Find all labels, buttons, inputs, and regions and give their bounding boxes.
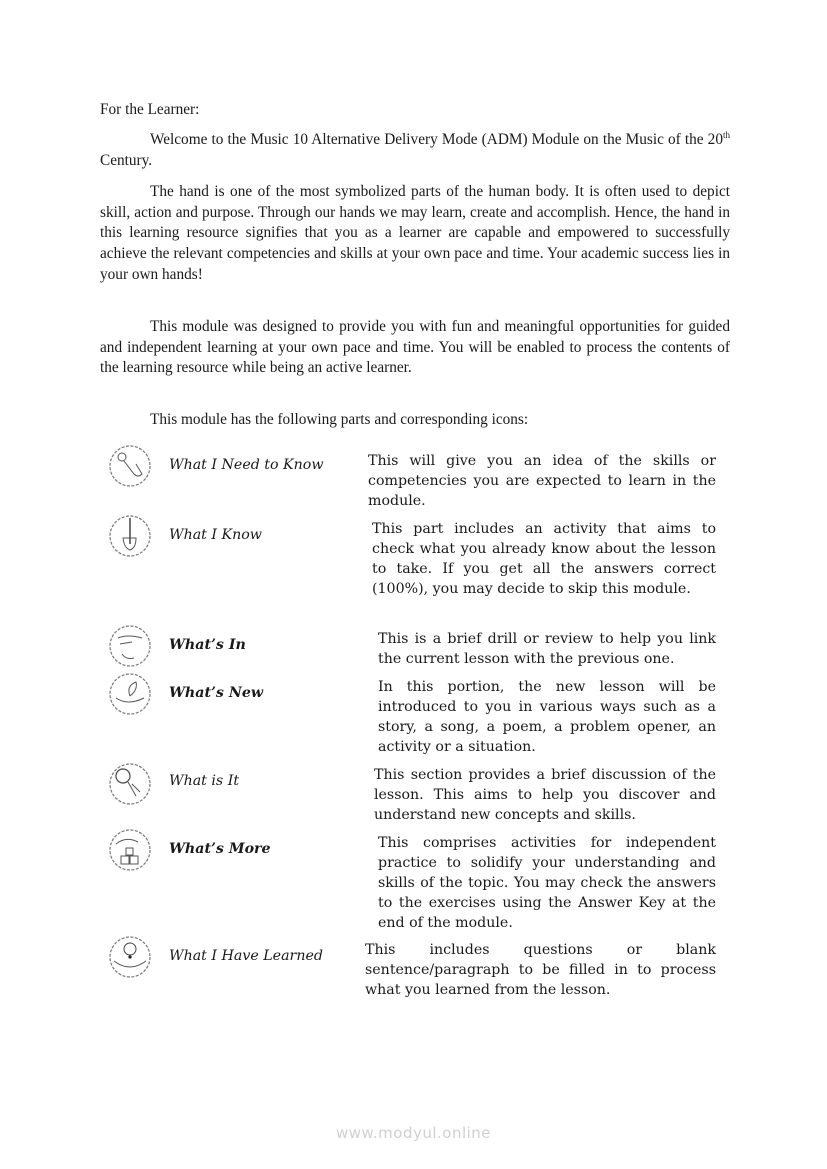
superscript: th (722, 129, 730, 140)
part-description: This comprises activities for independent practice to solidify your understanding and skills of the topic. You may check the answers to the exercises using the Answer Key at the end of the module. (378, 835, 716, 931)
welcome-text-end: Century. (100, 151, 153, 169)
part-label: What’s More (169, 841, 271, 857)
part-description: This section provides a brief discussion of the lesson. This aims to help you discover and understand new concepts and skills. (374, 767, 716, 823)
hand-lightbulb-icon (108, 935, 152, 979)
part-description: In this portion, the new lesson will be introduced to you in various ways such as a story, a song, a poem, a problem opener, an activity or a situation. (378, 679, 716, 755)
parts-intro: This module has the following parts and corresponding icons: (150, 411, 529, 428)
part-label: What’s In (169, 637, 246, 653)
part-description: This part includes an activity that aims to check what you already know about the lesson to take. If you get all the answers correct (100%), you may decide to skip this module. (372, 521, 716, 597)
hand-paragraph: The hand is one of the most symbolized parts of the human body. It is often used to depict skill, action and purpose. Through our hands we may learn, create and accomplish. Hence, the hand in this learning resource signifies that you as a learner are capable and empowered to successfully achieve the relevant competencies and skills at your own pace and time. Your academic success lies in your own hands! (100, 183, 730, 283)
module-paragraph: This module was designed to provide you with fun and meaningful opportunities for guided and independent learning at your own pace and time. You will be enabled to process the contents of the learning resource while being an active learner. (100, 318, 730, 377)
page-heading: For the Learner: (100, 101, 200, 118)
part-label: What I Know (169, 527, 262, 543)
welcome-text: Welcome to the Music 10 Alternative Delivery Mode (ADM) Module on the Music of the 20 (150, 131, 723, 148)
part-description: This is a brief drill or review to help you link the current lesson with the previous one. (378, 631, 716, 667)
part-description: This will give you an idea of the skills or competencies you are expected to learn in the module. (368, 453, 716, 509)
part-description: This includes questions or blank sentence/paragraph to be filled in to process what you learned from the lesson. (365, 942, 716, 998)
hand-pointing-icon (108, 444, 152, 488)
watermark: www.modyul.online (335, 1124, 492, 1142)
hand-holding-pencil-icon (108, 514, 152, 558)
welcome-paragraph (100, 130, 730, 171)
hand-plant-icon (108, 672, 152, 716)
hand-stacking-blocks-icon (108, 828, 152, 872)
part-label: What I Need to Know (169, 457, 324, 473)
part-label: What’s New (169, 685, 264, 701)
magnifying-glass-hand-icon (108, 762, 152, 806)
part-label: What is It (169, 773, 240, 789)
part-label: What I Have Learned (169, 948, 323, 964)
hand-writing-icon (108, 624, 152, 668)
